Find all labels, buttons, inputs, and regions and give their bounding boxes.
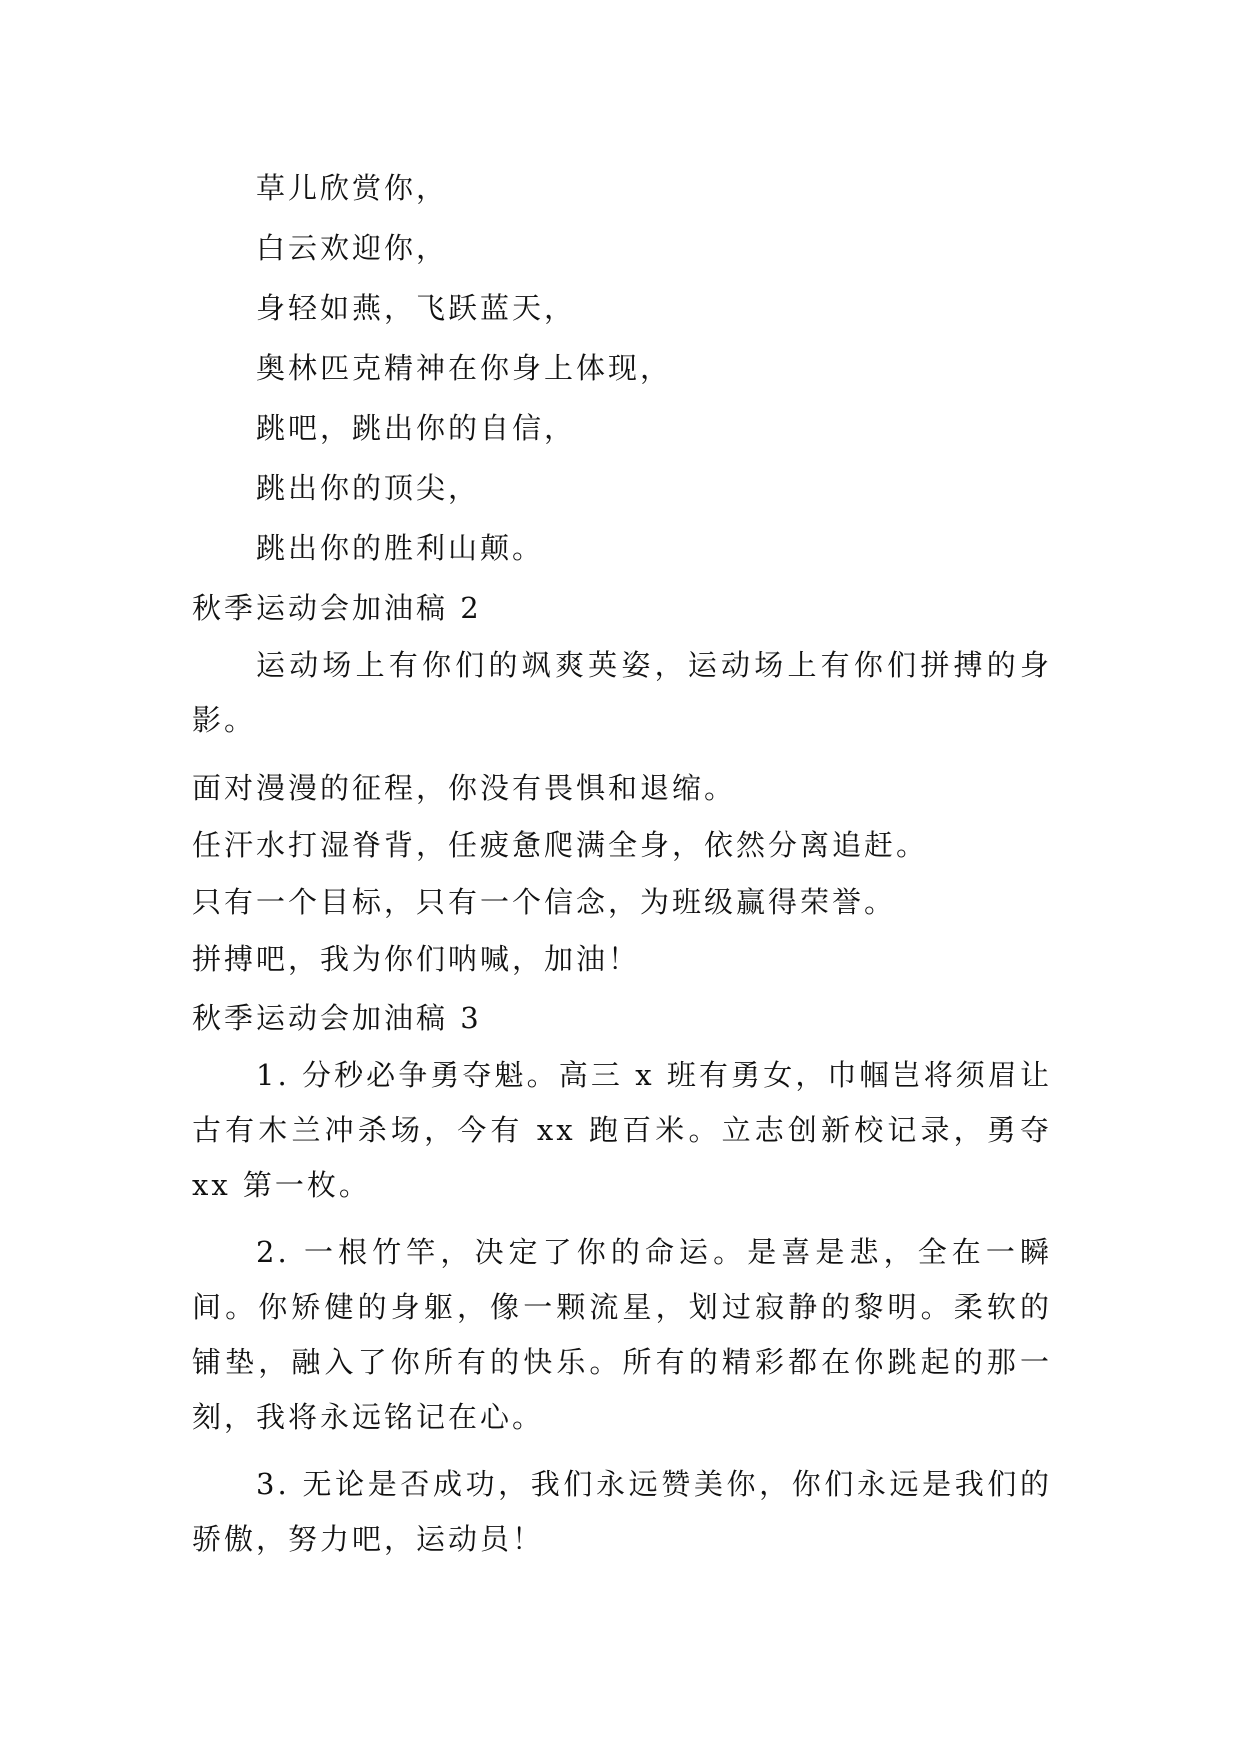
section-3 xyxy=(192,988,1052,1567)
poem-line: 跳出你的顶尖， xyxy=(256,471,481,505)
paragraph-line: 任汗水打湿脊背，任疲惫爬满全身，依然分离追赶。 xyxy=(192,828,929,862)
section-heading: 秋季运动会加油稿 2 xyxy=(192,591,482,625)
poem-line: 跳吧，跳出你的自信， xyxy=(256,411,577,445)
paragraph-line: 只有一个目标，只有一个信念，为班级赢得荣誉。 xyxy=(192,885,897,919)
numbered-item: 2. 一根竹竿，决定了你的命运。是喜是悲，全在一瞬间。你矫健的身躯，像一颗流星，划过寂静的黎明。柔软的铺垫，融入了你所有的快乐。所有的精彩都在你跳起的那一刻，我将永远铭记在心。 xyxy=(192,1235,1052,1434)
poem-line: 身轻如燕，飞跃蓝天， xyxy=(256,291,577,325)
paragraph-line: 面对漫漫的征程，你没有畏惧和退缩。 xyxy=(192,771,737,805)
poem-line: 白云欢迎你， xyxy=(256,231,449,265)
numbered-item: 3. 无论是否成功，我们永远赞美你，你们永远是我们的骄傲，努力吧，运动员！ xyxy=(192,1467,1052,1556)
section-heading: 秋季运动会加油稿 3 xyxy=(192,1001,482,1035)
poem-block xyxy=(192,158,1052,578)
numbered-item: 1. 分秒必争勇夺魁。高三 x 班有勇女，巾帼岂将须眉让古有木兰冲杀场，今有 xx 跑百米。立志创新校记录，勇夺 xx 第一枚。 xyxy=(192,1058,1052,1202)
paragraph: 运动场上有你们的飒爽英姿，运动场上有你们拼搏的身影。 xyxy=(192,648,1052,737)
document-body xyxy=(192,158,1052,1567)
poem-line: 草儿欣赏你， xyxy=(256,171,449,205)
poem-line: 跳出你的胜利山颠。 xyxy=(256,531,545,565)
paragraph-line: 拼搏吧，我为你们呐喊，加油！ xyxy=(192,942,641,976)
poem-line: 奥林匹克精神在你身上体现， xyxy=(256,351,673,385)
section-2 xyxy=(192,578,1052,988)
